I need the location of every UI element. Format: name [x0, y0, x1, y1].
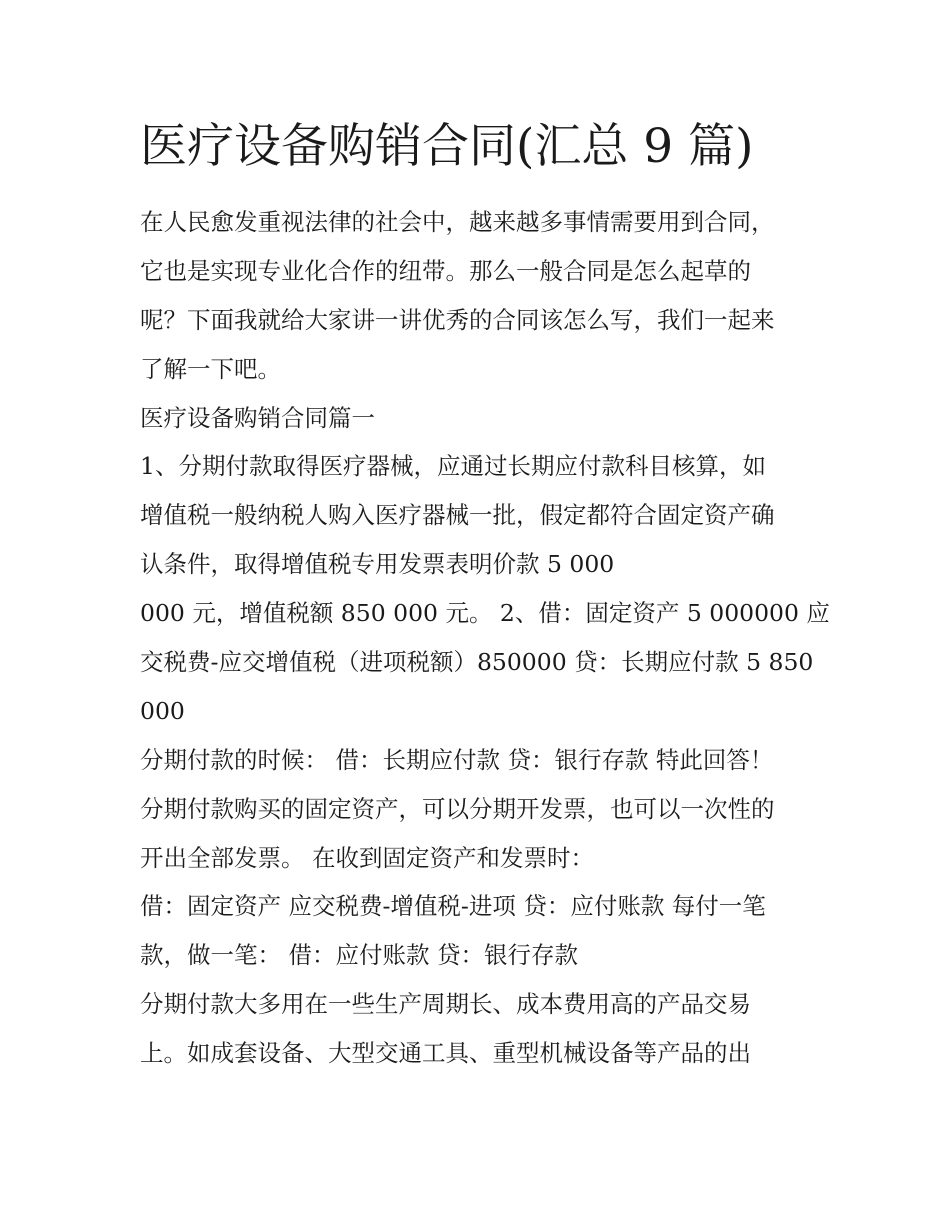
section-heading: 医疗设备购销合同篇一 [140, 403, 375, 432]
paragraph-line: 认条件，取得增值税专用发票表明价款 5 000 [140, 550, 615, 579]
paragraph-line: 交税费-应交增值税（进项税额）850000 贷：长期应付款 5 850 [140, 648, 814, 677]
paragraph-line: 呢？下面我就给大家讲一讲优秀的合同该怎么写，我们一起来 [140, 305, 775, 334]
document-body [140, 198, 830, 1078]
paragraph-line: 分期付款大多用在一些生产周期长、成本费用高的产品交易 [140, 990, 751, 1019]
paragraph-line: 借：固定资产 应交税费-增值税-进项 贷：应付账款 每付一笔 [140, 892, 766, 921]
paragraph-line: 它也是实现专业化合作的纽带。那么一般合同是怎么起草的 [140, 256, 751, 285]
paragraph-line: 在人民愈发重视法律的社会中，越来越多事情需要用到合同， [140, 208, 775, 236]
paragraph-line: 上。如成套设备、大型交通工具、重型机械设备等产品的出 [140, 1039, 751, 1068]
paragraph-line: 了解一下吧。 [140, 354, 281, 383]
paragraph-line: 分期付款购买的固定资产，可以分期开发票，也可以一次性的 [140, 794, 775, 823]
paragraph-line: 000 [140, 696, 185, 725]
paragraph-line: 000 元，增值税额 850 000 元。 2、借：固定资产 5 000000 应 [140, 599, 830, 628]
paragraph-line: 分期付款的时候： 借：长期应付款 贷：银行存款 特此回答！ [140, 745, 774, 774]
paragraph-line: 款，做一笔： 借：应付账款 贷：银行存款 [140, 941, 578, 970]
document-title: 医疗设备购销合同(汇总 9 篇) [140, 119, 754, 174]
paragraph-line: 开出全部发票。 在收到固定资产和发票时： [140, 843, 594, 872]
paragraph-line: 1、分期付款取得医疗器械，应通过长期应付款科目核算，如 [140, 452, 766, 481]
paragraph-line: 增值税一般纳税人购入医疗器械一批，假定都符合固定资产确 [140, 501, 775, 530]
